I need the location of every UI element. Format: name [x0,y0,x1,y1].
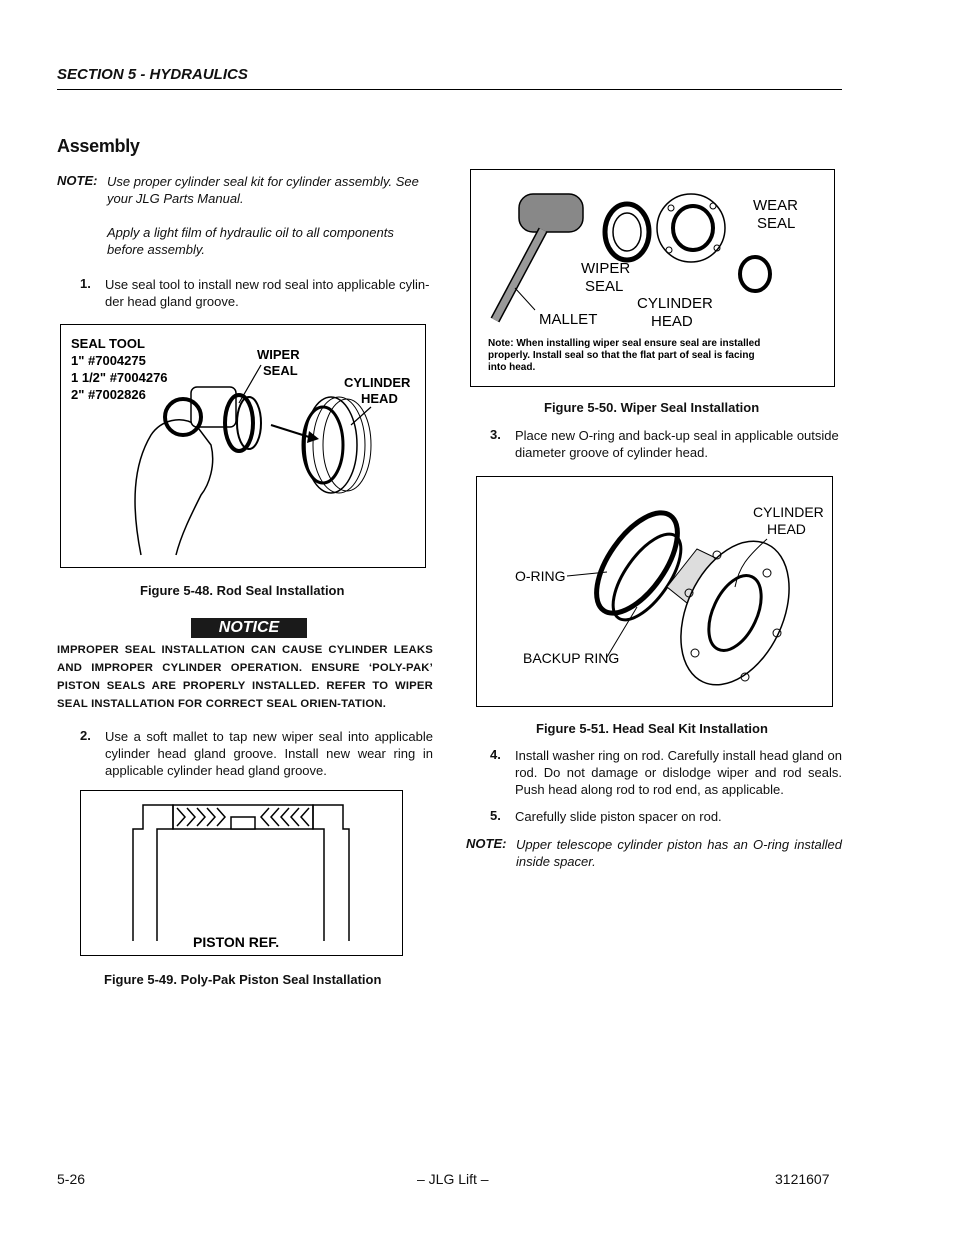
fig49-label: PISTON REF. [193,934,280,950]
figure-head-seal-kit [476,476,833,707]
figure-caption: Figure 5-51. Head Seal Kit Installation [536,721,768,736]
step-text: Use a soft mallet to tap new wiper seal into applicable cylinder head gland groove. Install new wear ring in applicable cylinder head gland groove. [105,729,433,778]
fig48-label: HEAD [361,391,398,406]
rod-seal-illustration [61,325,424,566]
figure-rod-seal-installation [60,324,426,568]
fig50-note: properly. Install seal so that the flat part of seal is facing [488,350,755,361]
fig50-label: SEAL [757,215,796,232]
head-seal-illustration [477,477,831,705]
figure-caption: Figure 5-50. Wiper Seal Installation [544,400,760,415]
footer-brand: – JLG Lift – [417,1171,489,1187]
page-title: Assembly [57,136,140,156]
figure-caption: Figure 5-49. Poly-Pak Piston Seal Installation [104,972,382,987]
fig48-label: SEAL TOOL [71,336,145,351]
page-number: 5-26 [57,1171,86,1187]
note-text: Upper telescope cylinder piston has an O-ring installed inside spacer. [516,837,842,869]
fig50-label: WEAR [753,197,798,214]
figure-caption: Figure 5-48. Rod Seal Installation [140,583,345,598]
step-text: Use seal tool to install new rod seal into applicable cylin-der head gland groove. [105,277,430,309]
figure-poly-pak-piston-seal [80,790,403,956]
document-number: 3121607 [775,1171,830,1187]
fig50-label: CYLINDER [637,295,713,312]
note-text-2: Apply a light film of hydraulic oil to all components before assembly. [107,225,394,257]
note-label: NOTE: [466,836,507,851]
fig51-label: CYLINDER [753,504,824,520]
fig50-note: into head. [488,362,536,373]
step-text: Install washer ring on rod. Carefully install head gland on rod. Do not damage or dislodge wiper and rod seals. Push head along rod to rod end, as applicable. [515,748,842,797]
fig48-label: 1" #7004275 [71,353,146,368]
notice-banner: NOTICE [191,618,307,638]
step-number: 3. [490,427,501,442]
fig48-label: CYLINDER [344,375,411,390]
figure-wiper-seal-installation [470,169,835,387]
fig48-label: 2" #7002826 [71,387,146,402]
fig50-note: Note: When installing wiper seal ensure seal are installed [488,338,761,349]
fig50-label: MALLET [539,311,598,328]
fig50-label: HEAD [651,313,693,330]
notice-text: IMPROPER SEAL INSTALLATION CAN CAUSE CYLINDER LEAKS AND IMPROPER CYLINDER OPERATION. ENSURE ‘POLY-PAK’ PISTON SEALS ARE PROPERLY INSTALLED. REFER TO WIPER SEAL INSTALLATION FOR CORRECT SEAL ORIEN-TATION. [57,644,433,710]
header-rule [57,89,842,90]
step-text: Carefully slide piston spacer on rod. [515,809,722,824]
fig48-label: SEAL [263,363,298,378]
fig51-label: HEAD [767,521,806,537]
step-number: 5. [490,808,501,823]
fig48-label: 1 1/2" #7004276 [71,370,168,385]
note-label: NOTE: [57,173,98,188]
step-number: 4. [490,747,501,762]
wiper-seal-illustration [471,170,833,385]
fig50-label: WIPER [581,260,631,277]
step-number: 1. [80,276,91,291]
piston-seal-illustration [81,791,401,954]
fig51-label: O-RING [515,568,566,584]
note-text-1: Use proper cylinder seal kit for cylinder assembly. See your JLG Parts Manual. [107,174,419,206]
fig50-label: SEAL [585,278,624,295]
fig48-label: WIPER [257,347,300,362]
step-number: 2. [80,728,91,743]
fig51-label: BACKUP RING [523,650,620,666]
step-text: Place new O-ring and back-up seal in applicable outside diameter groove of cylinder head. [515,428,839,460]
section-header: SECTION 5 - HYDRAULICS [57,66,248,83]
